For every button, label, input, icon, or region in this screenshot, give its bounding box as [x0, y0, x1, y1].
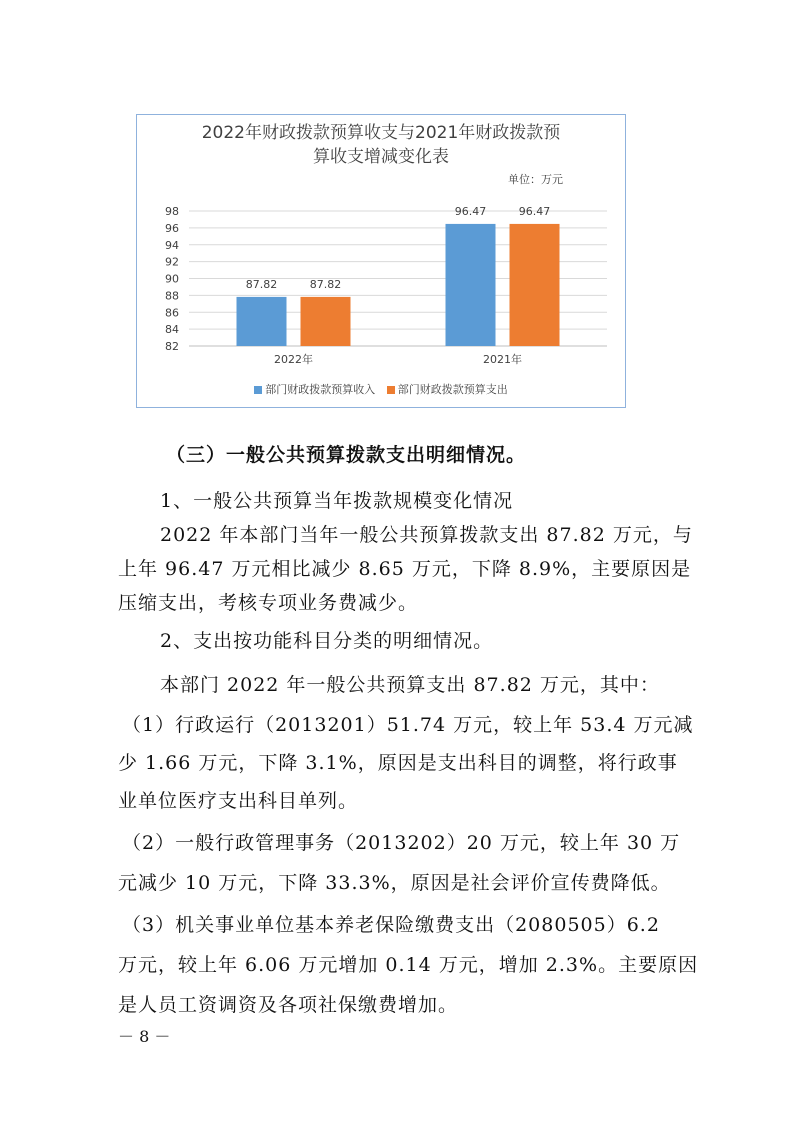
y-tick-label: 94: [165, 238, 179, 252]
data-label: 96.47: [518, 204, 551, 218]
paragraph-1: 1、一般公共预算当年拨款规模变化情况: [160, 490, 514, 512]
legend-item-income: [254, 381, 375, 397]
paragraph-5-line-3: 业单位医疗支出科目单列。: [118, 790, 359, 812]
legend-item-expense: [387, 381, 508, 397]
chart-container: [136, 114, 626, 408]
paragraph-2-line-1: 2022 年本部门当年一般公共预算拨款支出 87.82 万元，与: [160, 524, 693, 546]
data-label: 96.47: [454, 204, 487, 218]
bar: [237, 297, 287, 346]
paragraph-4: 本部门 2022 年一般公共预算支出 87.82 万元，其中：: [160, 674, 660, 696]
paragraph-6-line-1: （2）一般行政管理事务（2013202）20 万元，较上年 30 万: [122, 832, 681, 854]
bar: [510, 224, 560, 346]
chart-legend: [137, 381, 625, 397]
y-tick-label: 82: [165, 340, 179, 353]
y-tick-label: 86: [165, 306, 179, 320]
y-tick-label: 98: [165, 205, 179, 218]
x-tick-label: 2021年: [483, 353, 522, 366]
bar: [301, 297, 351, 346]
chart-unit-label: 单位：万元: [508, 173, 563, 186]
data-label: 87.82: [245, 277, 278, 291]
paragraph-7-line-2: 万元，较上年 6.06 万元增加 0.14 万元，增加 2.3%。主要原因: [118, 954, 699, 976]
y-tick-label: 88: [165, 289, 179, 303]
y-tick-label: 92: [165, 255, 179, 269]
data-label: 87.82: [309, 277, 342, 291]
paragraph-3: 2、支出按功能科目分类的明细情况。: [160, 630, 494, 652]
x-tick-label: 2022年: [274, 353, 313, 366]
paragraph-7-line-3: 是人员工资调资及各项社保缴费增加。: [118, 994, 459, 1016]
y-tick-label: 84: [165, 323, 179, 337]
paragraph-5-line-1: （1）行政运行（2013201）51.74 万元，较上年 53.4 万元减: [122, 714, 694, 736]
paragraph-6-line-2: 元减少 10 万元，下降 33.3%，原因是社会评价宣传费降低。: [118, 872, 671, 894]
legend-swatch-income: [254, 386, 262, 394]
chart-title-line1: 2022年财政拨款预算收支与2021年财政拨款预: [201, 123, 561, 143]
chart-title-line2: 算收支增减变化表: [313, 147, 449, 167]
y-tick-label: 96: [165, 221, 179, 235]
legend-label-income: 部门财政拨款预算收入: [265, 383, 376, 396]
bar-chart: [137, 115, 624, 375]
y-tick-label: 90: [165, 272, 179, 286]
section-heading: （三）一般公共预算拨款支出明细情况。: [166, 444, 527, 466]
legend-swatch-expense: [387, 386, 395, 394]
paragraph-2-line-3: 压缩支出，考核专项业务费减少。: [118, 592, 419, 614]
legend-label-expense: 部门财政拨款预算支出: [397, 383, 508, 396]
paragraph-5-line-2: 少 1.66 万元，下降 3.1%，原因是支出科目的调整，将行政事: [118, 752, 678, 774]
paragraph-7-line-1: （3）机关事业单位基本养老保险缴费支出（2080505）6.2: [122, 914, 660, 936]
page-number: － 8 －: [118, 1027, 171, 1046]
paragraph-2-line-2: 上年 96.47 万元相比减少 8.65 万元，下降 8.9%，主要原因是: [118, 558, 692, 580]
bar: [446, 224, 496, 346]
